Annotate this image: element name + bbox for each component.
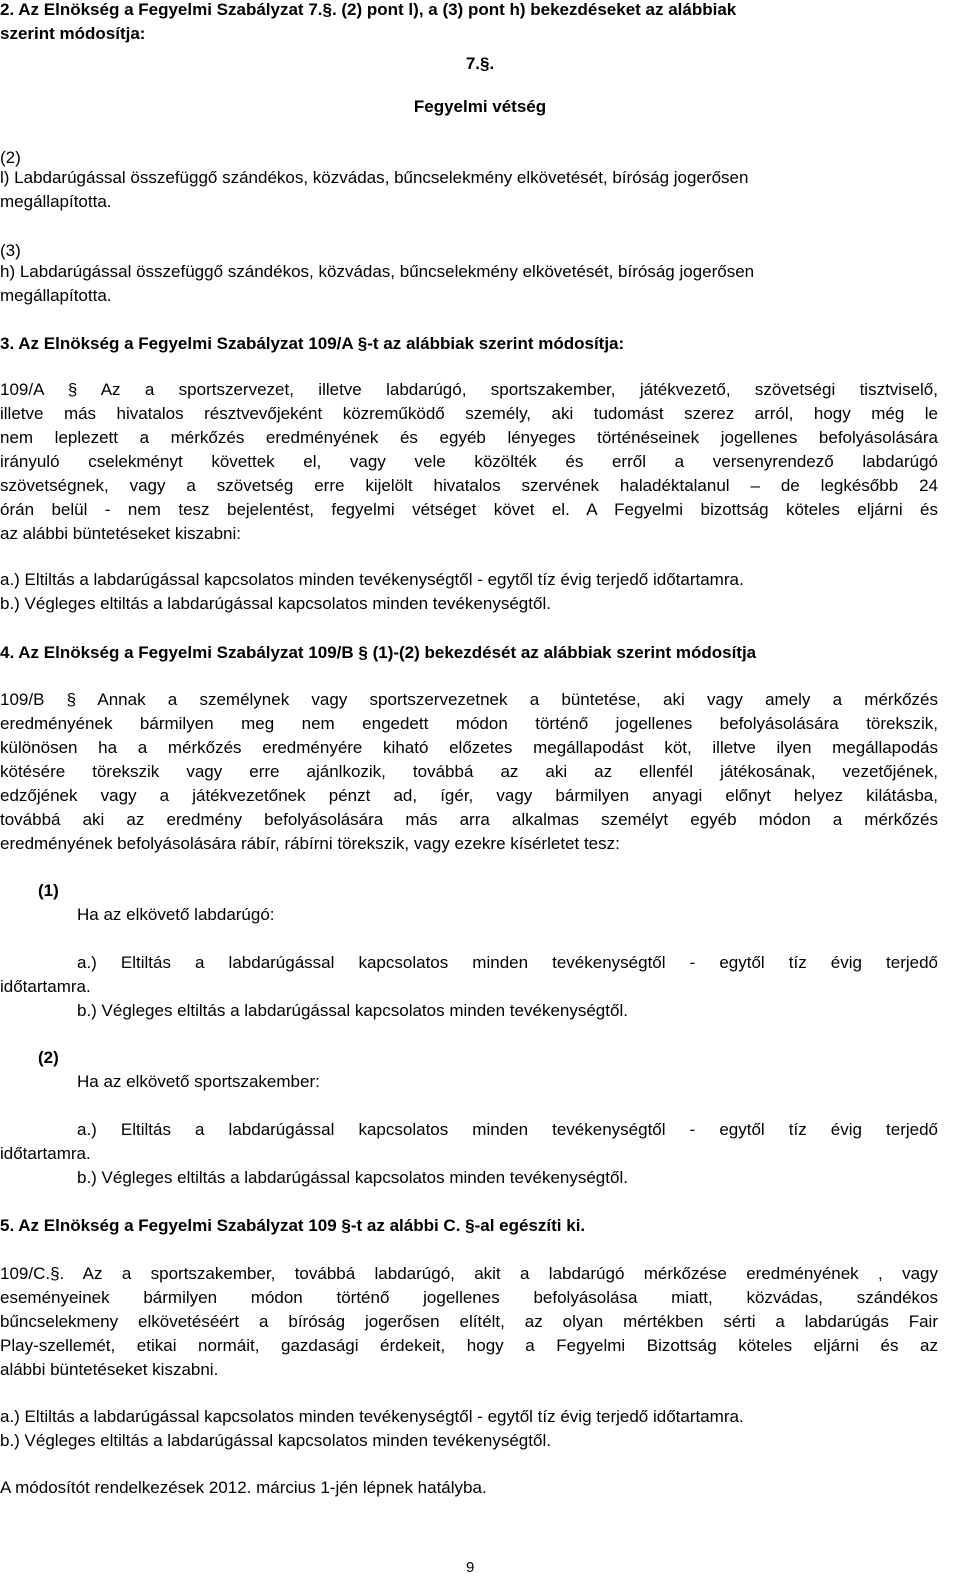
section-title: Fegyelmi vétség: [413, 97, 547, 116]
article-109c-line-1: 109/C.§. Az a sportszakember, továbbá labdarúgó, akit a labdarúgó mérkőzése eredményének , vagy: [0, 1264, 938, 1283]
article-109b-line-3: különösen ha a mérkőzés eredményére kiható előzetes megállapodást köt, illetve ilyen megállapodás: [0, 738, 938, 757]
page-number: 9: [466, 1559, 475, 1576]
article-109b-line-1: 109/B § Annak a személynek vagy sportszervezetnek a büntetése, aki vagy amely a mérkőzés: [0, 690, 938, 709]
article-109a-line-6: órán belül - nem tesz bejelentést, fegyelmi vétséget követ el. A Fegyelmi bizottság köteles eljárni és: [0, 500, 938, 519]
subsection-1-point-b: b.) Végleges eltiltás a labdarúgással kapcsolatos minden tevékenységtől.: [77, 1001, 628, 1020]
article-109c-line-3: bűncselekmeny elkövetéséért a bíróság jogerősen elítélt, az olyan mértékben sérti a labdarúgás Fair: [0, 1312, 938, 1331]
article-109c-point-a: a.) Eltiltás a labdarúgással kapcsolatos minden tevékenységtől - egytől tíz évig terjedő időtartamra.: [0, 1407, 744, 1426]
subsection-2-point-a: a.) Eltiltás a labdarúgással kapcsolatos minden tevékenységtől - egytől tíz évig terjedő: [77, 1120, 938, 1139]
article-109a-point-b: b.) Végleges eltiltás a labdarúgással kapcsolatos minden tevékenységtől.: [0, 594, 551, 613]
article-109b-line-4: kötésére törekszik vagy erre ajánlkozik, továbbá az aki az ellenfél játékosának, vezetőjének,: [0, 762, 938, 781]
article-109c-line-4: Play-szellemét, etikai normáit, gazdasági érdekeit, hogy a Fegyelmi Bizottság köteles eljárni és az: [0, 1336, 938, 1355]
paragraph-2-line-2: megállapította.: [0, 192, 112, 211]
article-109b-line-5: edzőjének vagy a játékvezetőnek pénzt ad, ígér, vagy bármilyen anyagi előnyt helyez kilátásba,: [0, 786, 938, 805]
article-109b-line-2: eredményének bármilyen meg nem engedett módon történő jogellenes befolyásolására törekszik,: [0, 714, 938, 733]
article-109c-line-5: alábbi büntetéseket kiszabni.: [0, 1360, 219, 1379]
subsection-2-number: (2): [38, 1048, 59, 1067]
article-109a-line-3: nem leplezett a mérkőzés eredményének és egyéb lényeges történéseinek jogellenes befolyásolására: [0, 428, 938, 447]
article-109a-line-1: 109/A § Az a sportszervezet, illetve labdarúgó, sportszakember, játékvezető, szövetségi tisztviselő,: [0, 380, 938, 399]
article-109a-line-4: irányuló cselekményt követtek el, vagy vele közölték és erről a versenyrendező labdarúgó: [0, 452, 938, 471]
paragraph-2-number: (2): [0, 148, 21, 167]
article-109a-line-7: az alábbi büntetéseket kiszabni:: [0, 524, 241, 543]
heading-5: 5. Az Elnökség a Fegyelmi Szabályzat 109 §-t az alábbi C. §-al egészíti ki.: [0, 1216, 586, 1235]
article-109c-point-b: b.) Végleges eltiltás a labdarúgással kapcsolatos minden tevékenységtől.: [0, 1431, 551, 1450]
paragraph-3-number: (3): [0, 241, 21, 260]
subsection-2-point-b: b.) Végleges eltiltás a labdarúgással kapcsolatos minden tevékenységtől.: [77, 1168, 628, 1187]
paragraph-3-line-2: megállapította.: [0, 286, 112, 305]
subsection-1-number: (1): [38, 881, 59, 900]
article-109a-line-5: szövetségnek, vagy a szövetség erre kijelölt hivatalos szervének haladéktalanul – de legkésőbb 24: [0, 476, 938, 495]
heading-3: 3. Az Elnökség a Fegyelmi Szabályzat 109/A §-t az alábbiak szerint módosítja:: [0, 334, 625, 353]
article-109c-line-2: eseményeinek bármilyen módon történő jogellenes befolyásolása miatt, közvádas, szándékos: [0, 1288, 938, 1307]
article-109a-point-a: a.) Eltiltás a labdarúgással kapcsolatos minden tevékenységtől - egytől tíz évig terjedő időtartamra.: [0, 570, 744, 589]
article-109b-line-7: eredményének befolyásolására rábír, rábírni törekszik, vagy ezekre kísérletet tesz:: [0, 834, 620, 853]
paragraph-3-line-1: h) Labdarúgással összefüggő szándékos, közvádas, bűncselekmény elkövetését, bíróság jogerősen: [0, 262, 755, 281]
subsection-2-point-a-cont: időtartamra.: [0, 1144, 91, 1163]
section-number: 7.§.: [465, 54, 495, 73]
article-109b-line-6: továbbá aki az eredmény befolyásolására más arra alkalmas személyt egyéb módon a mérkőzés: [0, 810, 938, 829]
subsection-1-title: Ha az elkövető labdarúgó:: [77, 905, 275, 924]
article-109a-line-2: illetve más hivatalos résztvevőjeként közreműködő személy, aki tudomást szerez arról, hogy még le: [0, 404, 938, 423]
heading-4: 4. Az Elnökség a Fegyelmi Szabályzat 109/B § (1)-(2) bekezdését az alábbiak szerint módosítja: [0, 643, 757, 662]
closing-sentence: A módosítót rendelkezések 2012. március 1-jén lépnek hatályba.: [0, 1478, 487, 1497]
subsection-1-point-a: a.) Eltiltás a labdarúgással kapcsolatos minden tevékenységtől - egytől tíz évig terjedő: [77, 953, 938, 972]
paragraph-2-line-1: l) Labdarúgással összefüggő szándékos, közvádas, bűncselekmény elkövetését, bíróság jogerősen: [0, 168, 749, 187]
subsection-1-point-a-cont: időtartamra.: [0, 977, 91, 996]
heading-2-line-2: szerint módosítja:: [0, 24, 146, 43]
heading-2-line-1: 2. Az Elnökség a Fegyelmi Szabályzat 7.§. (2) pont l), a (3) pont h) bekezdéseket az alábbiak: [0, 0, 737, 19]
subsection-2-title: Ha az elkövető sportszakember:: [77, 1072, 320, 1091]
